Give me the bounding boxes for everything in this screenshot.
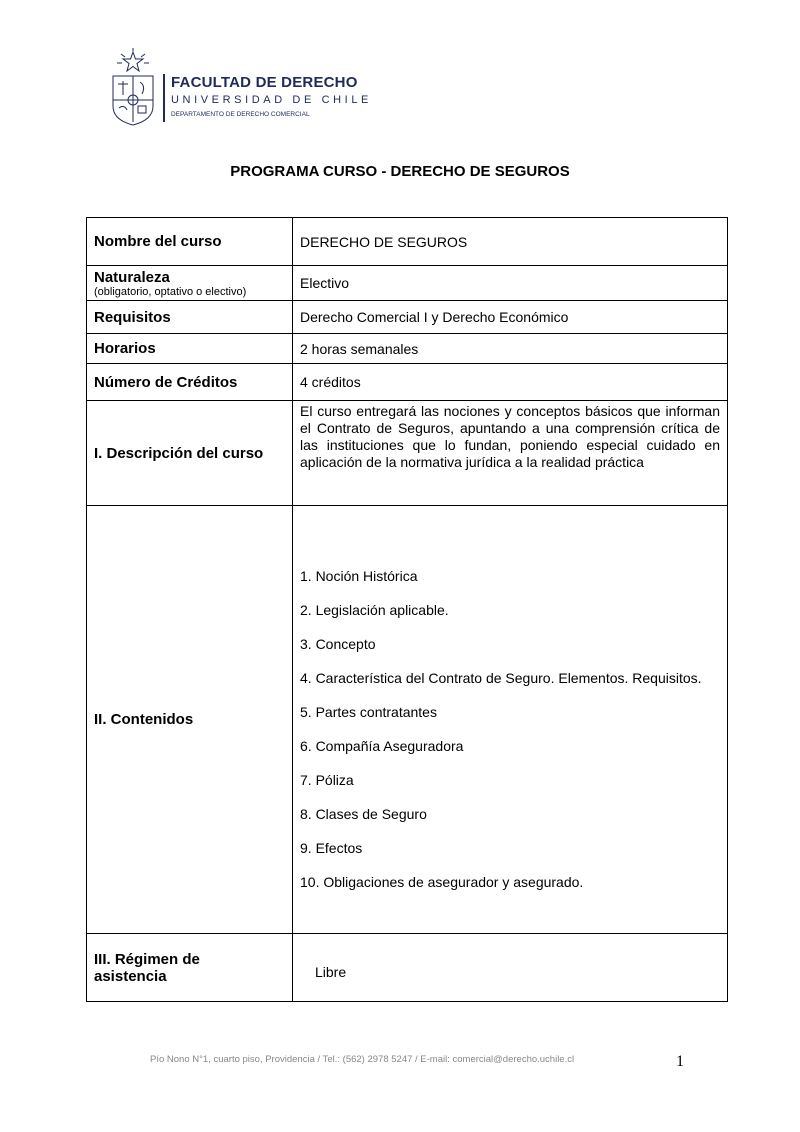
faculty-name: FACULTAD DE DERECHO [171,74,358,91]
table-row [87,266,728,301]
faculty-logo [108,48,372,128]
row-value: 4 créditos [293,364,728,401]
page-number: 1 [676,1053,684,1070]
department-name: DEPARTAMENTO DE DERECHO COMERCIAL [171,111,310,118]
row-label: Requisitos [87,301,293,334]
list-item: 3. Concepto [300,636,376,652]
row-value: El curso entregará las nociones y conceptos básicos que informan el Contrato de Seguros, apuntando a una comprensión crítica de las instituciones que lo fundan, poniendo especial cuidado en aplicación de la normativa jurídica a la realidad práctica [293,401,728,506]
table-row [87,506,728,934]
row-label: I. Descripción del curso [87,401,293,506]
logo-divider [163,74,165,122]
list-item: 6. Compañía Aseguradora [300,738,464,754]
list-item: 10. Obligaciones de asegurador y asegurado. [300,874,584,890]
row-sublabel: (obligatorio, optativo o electivo) [94,285,247,298]
list-item: 5. Partes contratantes [300,704,437,720]
row-label: Horarios [87,334,293,364]
list-item: 2. Legislación aplicable. [300,602,449,618]
row-value: Electivo [293,266,728,301]
row-label-text: Naturaleza [94,268,170,286]
footer-contact: Pío Nono N°1, cuarto piso, Providencia / Tel.: (562) 2978 5247 / E-mail: comercial@derecho.uchile.cl [150,1054,575,1065]
course-table [86,217,728,1002]
list-item: 4. Característica del Contrato de Seguro. Elementos. Requisitos. [300,670,702,686]
table-row [87,218,728,266]
list-item: 1. Noción Histórica [300,568,418,584]
list-item: 9. Efectos [300,840,363,856]
row-value: 2 horas semanales [293,334,728,364]
row-label [87,266,293,301]
table-row [87,401,728,506]
list-item: 7. Póliza [300,772,354,788]
contents-list [293,506,728,934]
university-crest-icon [108,48,158,126]
row-label: Nombre del curso [87,218,293,266]
row-label: Número de Créditos [87,364,293,401]
table-row [87,301,728,334]
page-title: PROGRAMA CURSO - DERECHO DE SEGUROS [230,163,570,180]
table-row [87,334,728,364]
row-value: Libre [293,934,728,1002]
university-name: UNIVERSIDAD DE CHILE [171,94,372,106]
row-value: Derecho Comercial I y Derecho Económico [293,301,728,334]
table-row [87,934,728,1002]
row-label: III. Régimen de asistencia [87,934,293,1002]
table-row [87,364,728,401]
row-label: II. Contenidos [87,506,293,934]
list-item: 8. Clases de Seguro [300,806,427,822]
row-value: DERECHO DE SEGUROS [293,218,728,266]
